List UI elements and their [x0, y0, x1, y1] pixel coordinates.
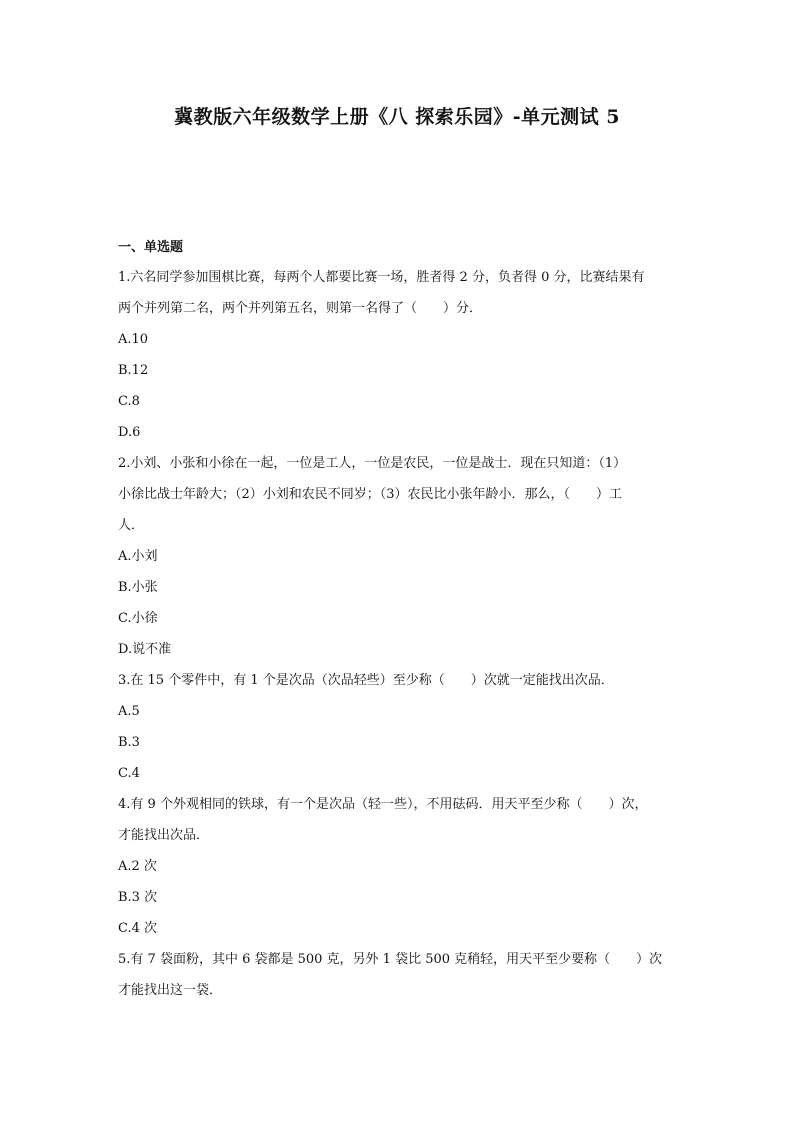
question-text-line: 两个并列第二名，两个并列第五名，则第一名得了（ ）分． [118, 301, 483, 316]
option-c: C.4 次 [118, 921, 158, 936]
option-d: D.6 [118, 425, 141, 440]
question-text-line: 4.有 9 个外观相同的铁球，有一个是次品（轻一些），不用砝码．用天平至少称（ ）次， [118, 797, 648, 812]
question-text-line: 5.有 7 袋面粉，其中 6 袋都是 500 克，另外 1 袋比 500 克稍轻，用天平至少要称（ ）次 [118, 952, 663, 967]
option-a: A.10 [118, 332, 149, 347]
question-1 [118, 268, 684, 454]
question-list [118, 268, 684, 1012]
question-4 [118, 795, 684, 950]
section-heading: 一、单选题 [118, 240, 184, 255]
question-text-line: 才能找出这一袋． [118, 983, 223, 998]
option-a: A.小刘 [118, 549, 158, 564]
question-text-line: 人． [118, 518, 145, 533]
option-a: A.2 次 [118, 859, 157, 874]
question-text-line: 1.六名同学参加围棋比赛，每两个人都要比赛一场，胜者得 2 分，负者得 0 分，比赛结果有 [118, 270, 645, 285]
option-b: B.12 [118, 363, 149, 378]
page-title: 冀教版六年级数学上册《八 探索乐园》-单元测试 5 [174, 106, 620, 128]
question-text-line: 3.在 15 个零件中，有 1 个是次品（次品轻些）至少称（ ）次就一定能找出次品． [118, 673, 614, 688]
option-b: B.3 次 [118, 890, 158, 905]
option-c: C.8 [118, 394, 140, 409]
question-5 [118, 950, 684, 1012]
question-text-line: 2.小刘、小张和小徐在一起，一位是工人，一位是农民，一位是战士．现在只知道：（1） [118, 456, 627, 471]
option-d: D.说不准 [118, 642, 172, 657]
option-a: A.5 [118, 704, 140, 719]
question-3 [118, 671, 684, 795]
option-b: B.3 [118, 735, 140, 750]
question-2 [118, 454, 684, 671]
option-c: C.小徐 [118, 611, 158, 626]
question-text-line: 才能找出次品． [118, 828, 210, 843]
option-c: C.4 [118, 766, 140, 781]
question-text-line: 小徐比战士年龄大；（2）小刘和农民不同岁；（3）农民比小张年龄小．那么，（ ）工 [118, 487, 623, 502]
option-b: B.小张 [118, 580, 158, 595]
